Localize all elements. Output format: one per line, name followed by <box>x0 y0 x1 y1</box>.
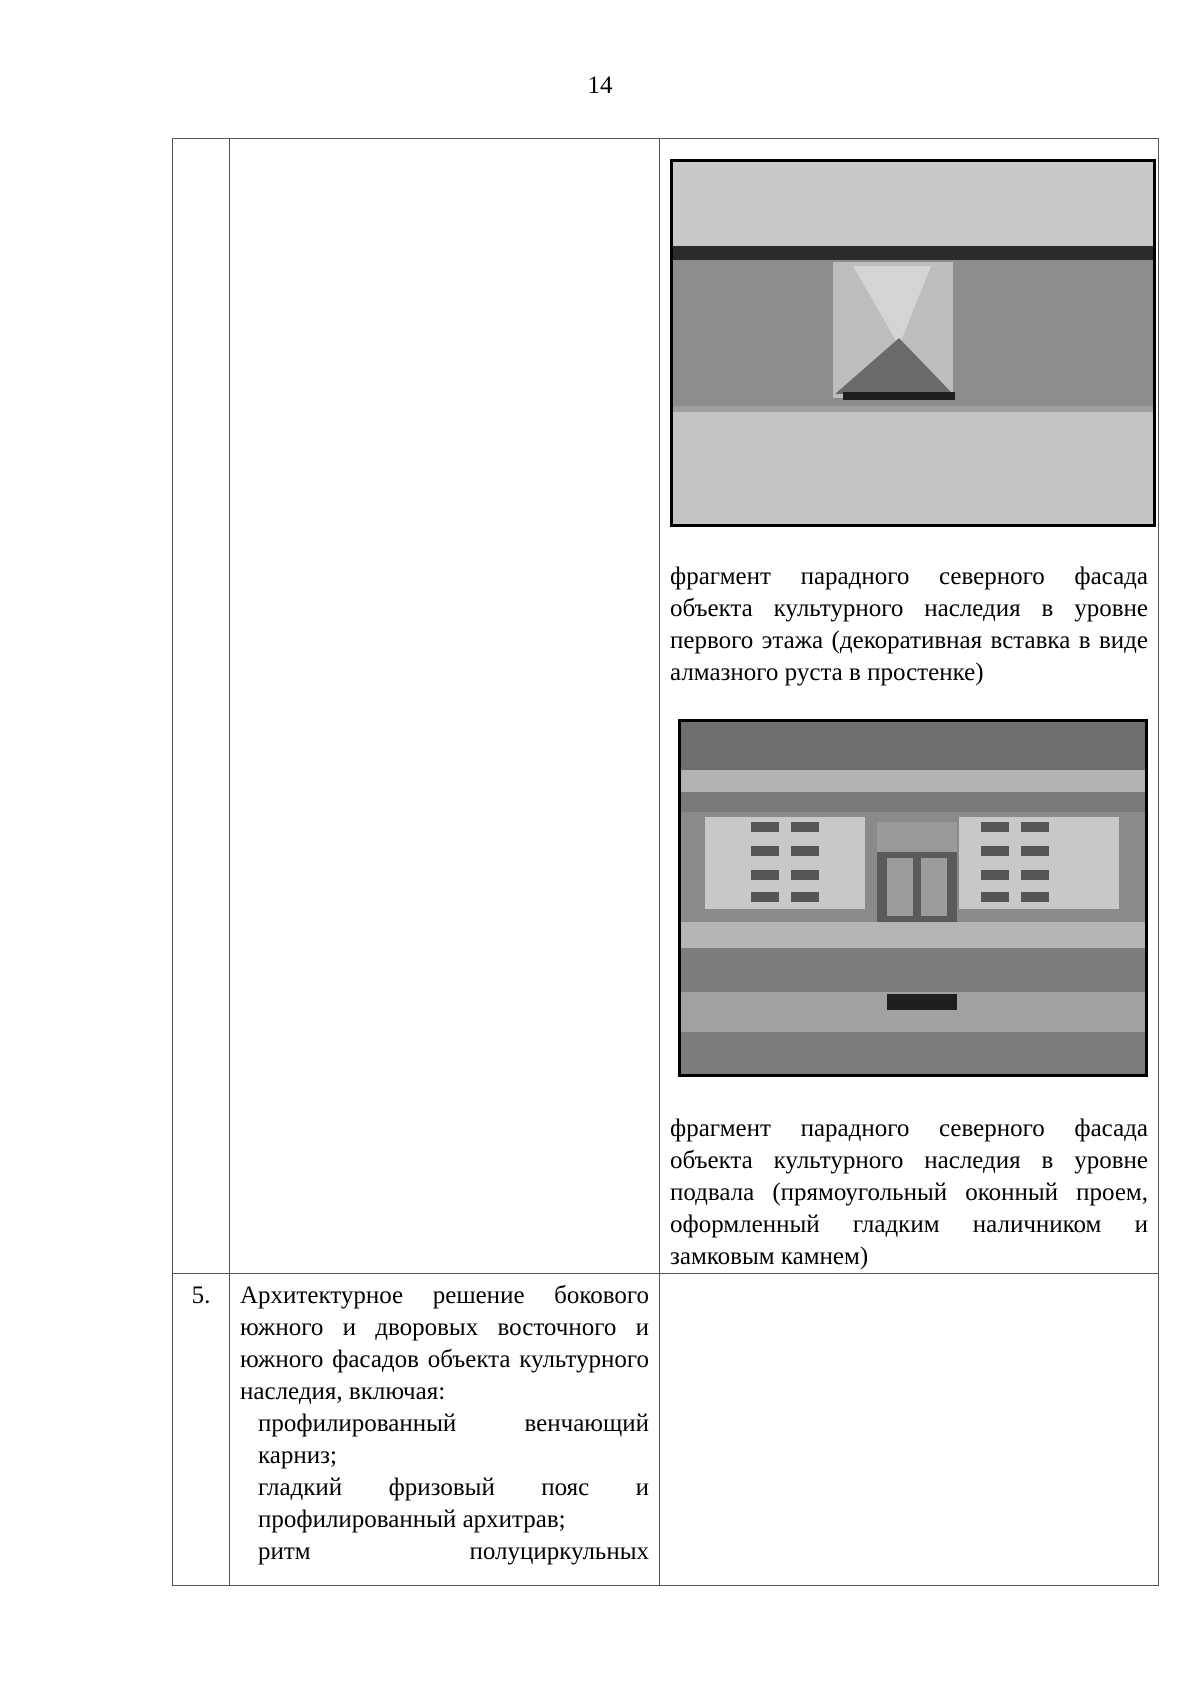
basement-window-image <box>681 722 1145 1074</box>
row-number-cell-empty <box>173 139 230 1274</box>
image-cell-empty <box>660 1274 1159 1586</box>
table-row-continued <box>173 139 1159 1274</box>
spacer <box>660 689 1158 719</box>
row-number: 5. <box>191 1282 211 1309</box>
image-cell <box>660 139 1159 1274</box>
basement-window-photo <box>678 719 1148 1077</box>
description-cell-empty <box>230 139 660 1274</box>
photo-caption-basement: фрагмент парадного северного фасада объекта культурного наследия в уровне подвала (прямоугольный оконный проем, оформленный гладким наличником и замковым камнем) <box>670 1115 1148 1270</box>
page-number: 14 <box>587 72 613 99</box>
diamond-rustication-insert-photo <box>670 159 1156 527</box>
description-item-cornice: профилированный венчающий карниз; <box>258 1410 649 1469</box>
description-intro: Архитектурное решение бокового южного и дворовых восточного и южного фасадов объекта культурного наследия, включая: <box>240 1282 649 1405</box>
diamond-rustication-insert-image <box>673 162 1153 524</box>
photo-caption-first-floor: фрагмент парадного северного фасада объекта культурного наследия в уровне первого этажа (декоративная вставка в виде алмазного руста в простенке) <box>670 563 1148 686</box>
description-item-rhythm: ритм полуциркульных <box>258 1538 649 1565</box>
description-text <box>230 1274 659 1568</box>
table-row-5 <box>173 1274 1159 1586</box>
description-cell <box>230 1274 660 1586</box>
description-item-frieze: гладкий фризовый пояс и профилированный архитрав; <box>258 1474 649 1533</box>
protection-subject-table <box>172 138 1159 1586</box>
row-number-cell <box>173 1274 230 1586</box>
